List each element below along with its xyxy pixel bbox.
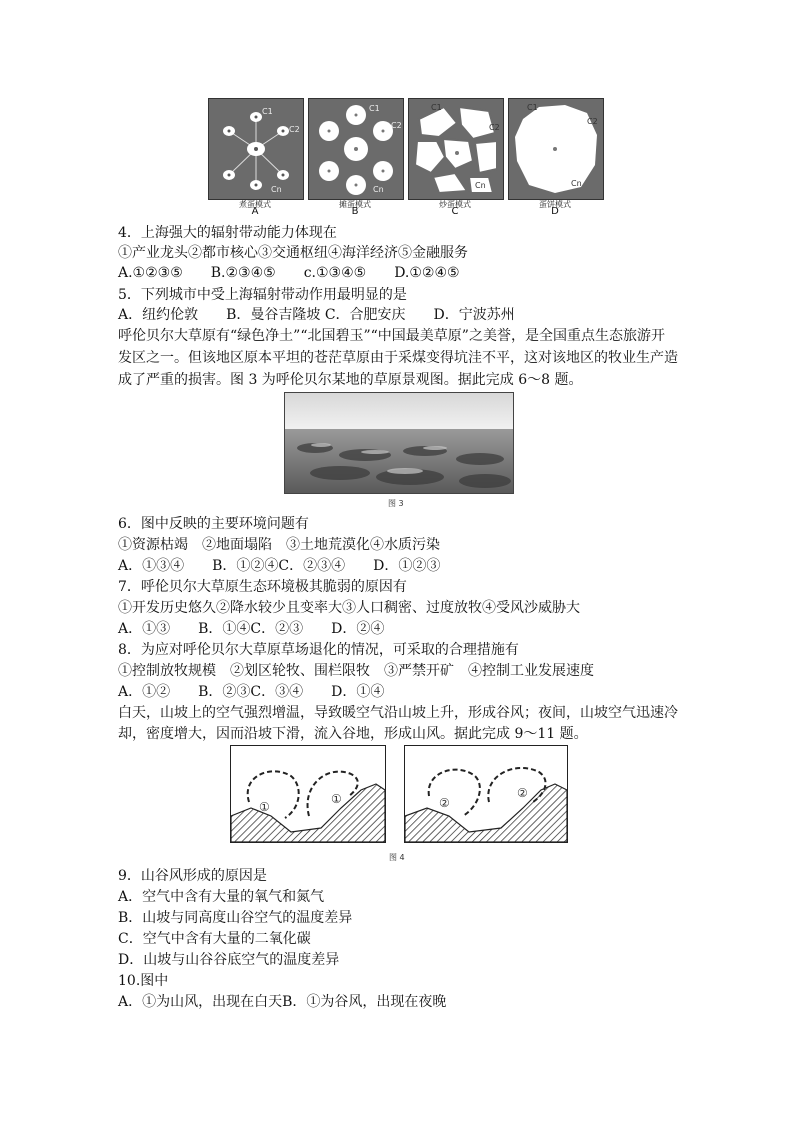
- panel-b-image: [308, 98, 404, 200]
- q9-option-d: D．山坡与山谷谷底空气的温度差异: [118, 952, 340, 968]
- q7-items: ①开发历史悠久②降水较少且变率大③人口稠密、过度放牧④受风沙威胁大: [118, 600, 580, 616]
- figure-4-right-diagram: [404, 745, 568, 843]
- panel-b-letter: B: [351, 206, 359, 217]
- panel-d-label-cn: Cn: [571, 179, 582, 188]
- figure-3-label: 图 3: [388, 499, 404, 508]
- panel-d-diagram: [509, 99, 603, 199]
- panel-c-label-c1: C1: [431, 103, 442, 112]
- panel-c-label-cn: Cn: [475, 181, 486, 190]
- panel-b-label-c2: C2: [391, 121, 402, 130]
- figure-4-label: 图 4: [389, 853, 405, 862]
- q5-stem: 5．下列城市中受上海辐射带动作用最明显的是: [118, 287, 407, 303]
- passage-1-line-2: 发区之一。但该地区原本平坦的苍茫草原由于采煤变得坑洼不平，这对该地区的牧业生产造: [118, 350, 678, 366]
- q6-options: A．①③④ B．①②④C．②③④ D．①②③: [118, 558, 441, 574]
- panel-c-image: [408, 98, 504, 200]
- q4-stem: 4．上海强大的辐射带动能力体现在: [118, 225, 337, 241]
- panel-a-image: [208, 98, 304, 200]
- q8-stem: 8．为应对呼伦贝尔大草原草场退化的情况，可采取的合理措施有: [118, 642, 519, 658]
- panel-c-diagram: [409, 99, 503, 199]
- figure-4-right-mark-2: ②: [517, 786, 528, 800]
- panel-d-image: [508, 98, 604, 200]
- q6-stem: 6．图中反映的主要环境问题有: [118, 516, 309, 532]
- panel-d-letter: D: [551, 206, 559, 217]
- passage-2-line-1: 白天，山坡上的空气强烈增温，导致暖空气沿山坡上升，形成谷风；夜间，山坡空气迅速冷: [118, 705, 678, 721]
- q9-option-a: A．空气中含有大量的氧气和氮气: [118, 889, 325, 905]
- panel-a-caption: 煮蛋模式: [239, 200, 271, 209]
- grassland-landscape-image: [285, 393, 513, 493]
- panel-d-caption: 蛋饼模式: [539, 200, 571, 209]
- panel-b-diagram: [309, 99, 403, 199]
- panel-c-letter: C: [451, 206, 459, 217]
- panel-b-caption: 摊蛋模式: [339, 200, 371, 209]
- panel-d-label-c1: C1: [527, 103, 538, 112]
- panel-b-label-c1: C1: [369, 104, 380, 113]
- valley-breeze-diagram: [231, 746, 385, 842]
- panel-a-letter: A: [251, 206, 259, 217]
- passage-1-line-3: 成了严重的损害。图 3 为呼伦贝尔某地的草原景观图。据此完成 6～8 题。: [118, 372, 583, 388]
- q6-items: ①资源枯竭 ②地面塌陷 ③土地荒漠化④水质污染: [118, 537, 440, 553]
- q8-options: A．①② B．②③C．③④ D．①④: [118, 684, 385, 700]
- figure-4-left-mark-2: ①: [331, 792, 342, 806]
- panel-a-label-c1: C1: [262, 107, 273, 116]
- q5-options: A．纽约伦敦 B．曼谷吉隆坡 C．合肥安庆 D．宁波苏州: [118, 307, 515, 323]
- q9-option-b: B．山坡与同高度山谷空气的温度差异: [118, 910, 353, 926]
- q10-stem: 10.图中: [118, 973, 169, 989]
- q10-options: A．①为山风，出现在白天B．①为谷风，出现在夜晚: [118, 994, 447, 1010]
- figure-4-left-diagram: [230, 745, 386, 843]
- figure-city-models: [208, 98, 608, 220]
- q9-option-c: C．空气中含有大量的二氧化碳: [118, 931, 311, 947]
- q9-stem: 9．山谷风形成的原因是: [118, 868, 267, 884]
- panel-a-label-cn: Cn: [271, 185, 282, 194]
- q8-items: ①控制放牧规模 ②划区轮牧、围栏限牧 ③严禁开矿 ④控制工业发展速度: [118, 663, 594, 679]
- q7-options: A．①③ B．①④C．②③ D．②④: [118, 621, 385, 637]
- panel-b-label-cn: Cn: [373, 185, 384, 194]
- panel-d-label-c2: C2: [587, 117, 598, 126]
- mountain-breeze-diagram: [405, 746, 567, 842]
- panel-a-diagram: [209, 99, 303, 199]
- figure-4-right-mark-1: ②: [439, 796, 450, 810]
- passage-2-line-2: 却，密度增大，因而沿坡下滑，流入谷地，形成山风。据此完成 9～11 题。: [118, 726, 588, 742]
- panel-c-label-c2: C2: [489, 123, 500, 132]
- passage-1-line-1: 呼伦贝尔大草原有“绿色净土”“北国碧玉”“中国最美草原”之美誉，是全国重点生态旅游开: [118, 328, 665, 344]
- q4-options: A.①②③⑤ B.②③④⑤ c.①③④⑤ D.①②④⑤: [118, 265, 460, 281]
- figure-4-left-mark-1: ①: [259, 800, 270, 814]
- q7-stem: 7．呼伦贝尔大草原生态环境极其脆弱的原因有: [118, 579, 407, 595]
- panel-c-caption: 炒蛋模式: [439, 200, 471, 209]
- figure-3-photo: [284, 392, 514, 494]
- panel-a-label-c2: C2: [289, 125, 300, 134]
- q4-items: ①产业龙头②都市核心③交通枢纽④海洋经济⑤金融服务: [118, 245, 468, 261]
